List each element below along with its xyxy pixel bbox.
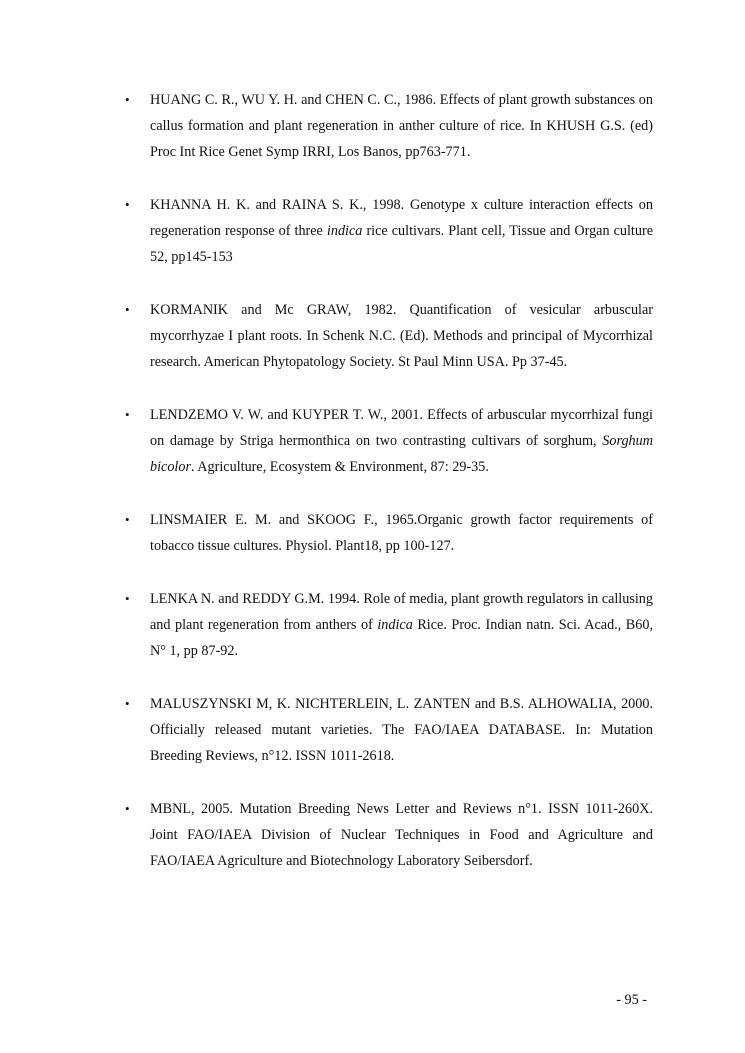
italic-term: Sorghum bicolor xyxy=(150,433,653,475)
italic-term: indica xyxy=(326,223,363,239)
reference-text: MBNL, 2005. Mutation Breeding News Letter and Reviews n°1. ISSN 1011-260X. Joint FAO/IAEA Division of Nuclear Techniques in Food and Agriculture and FAO/IAEA Agriculture and Biotechnology Laboratory Seibersdorf. xyxy=(150,801,653,869)
page-number: - 95 - xyxy=(616,992,647,1008)
reference-item xyxy=(125,192,653,270)
reference-text: LINSMAIER E. M. and SKOOG F., 1965.Organic growth factor requirements of tobacco tissue cultures. Physiol. Plant18, pp 100-127. xyxy=(150,512,653,554)
reference-item xyxy=(125,87,653,165)
reference-list xyxy=(125,87,653,874)
reference-text: LENKA N. and REDDY G.M. 1994. Role of media, plant growth regulators in callusing and plant regeneration from anthers of indica Rice. Proc. Indian natn. Sci. Acad., B60, N° 1, pp 87-92. xyxy=(150,591,653,659)
bullet-marker: • xyxy=(125,92,130,107)
reference-text: LENDZEMO V. W. and KUYPER T. W., 2001. Effects of arbuscular mycorrhizal fungi on damage by Striga hermonthica on two contrasting cultivars of sorghum, Sorghum bicolor. Agriculture, Ecosystem & Environment, 87: 29-35. xyxy=(150,407,653,475)
bullet-marker: • xyxy=(125,591,130,606)
reference-item xyxy=(125,507,653,559)
reference-item xyxy=(125,796,653,874)
reference-item xyxy=(125,691,653,769)
bullet-marker: • xyxy=(125,512,130,527)
reference-item xyxy=(125,402,653,480)
bullet-marker: • xyxy=(125,407,130,422)
bullet-marker: • xyxy=(125,801,130,816)
reference-text: MALUSZYNSKI M, K. NICHTERLEIN, L. ZANTEN and B.S. ALHOWALIA, 2000. Officially released mutant varieties. The FAO/IAEA DATABASE. In: Mutation Breeding Reviews, n°12. ISSN 1011-2618. xyxy=(150,696,653,764)
bullet-marker: • xyxy=(125,197,130,212)
reference-text: KHANNA H. K. and RAINA S. K., 1998. Genotype x culture interaction effects on regeneration response of three indica rice cultivars. Plant cell, Tissue and Organ culture 52, pp145-153 xyxy=(150,197,653,265)
reference-text: KORMANIK and Mc GRAW, 1982. Quantification of vesicular arbuscular mycorrhyzae I plant roots. In Schenk N.C. (Ed). Methods and principal of Mycorrhizal research. American Phytopatology Society. St Paul Minn USA. Pp 37-45. xyxy=(150,302,653,370)
bullet-marker: • xyxy=(125,302,130,317)
italic-term: indica xyxy=(377,617,413,633)
reference-item xyxy=(125,586,653,664)
reference-item xyxy=(125,297,653,375)
reference-text: HUANG C. R., WU Y. H. and CHEN C. C., 1986. Effects of plant growth substances on callus formation and plant regeneration in anther culture of rice. In KHUSH G.S. (ed) Proc Int Rice Genet Symp IRRI, Los Banos, pp763-771. xyxy=(150,92,653,160)
bullet-marker: • xyxy=(125,696,130,711)
